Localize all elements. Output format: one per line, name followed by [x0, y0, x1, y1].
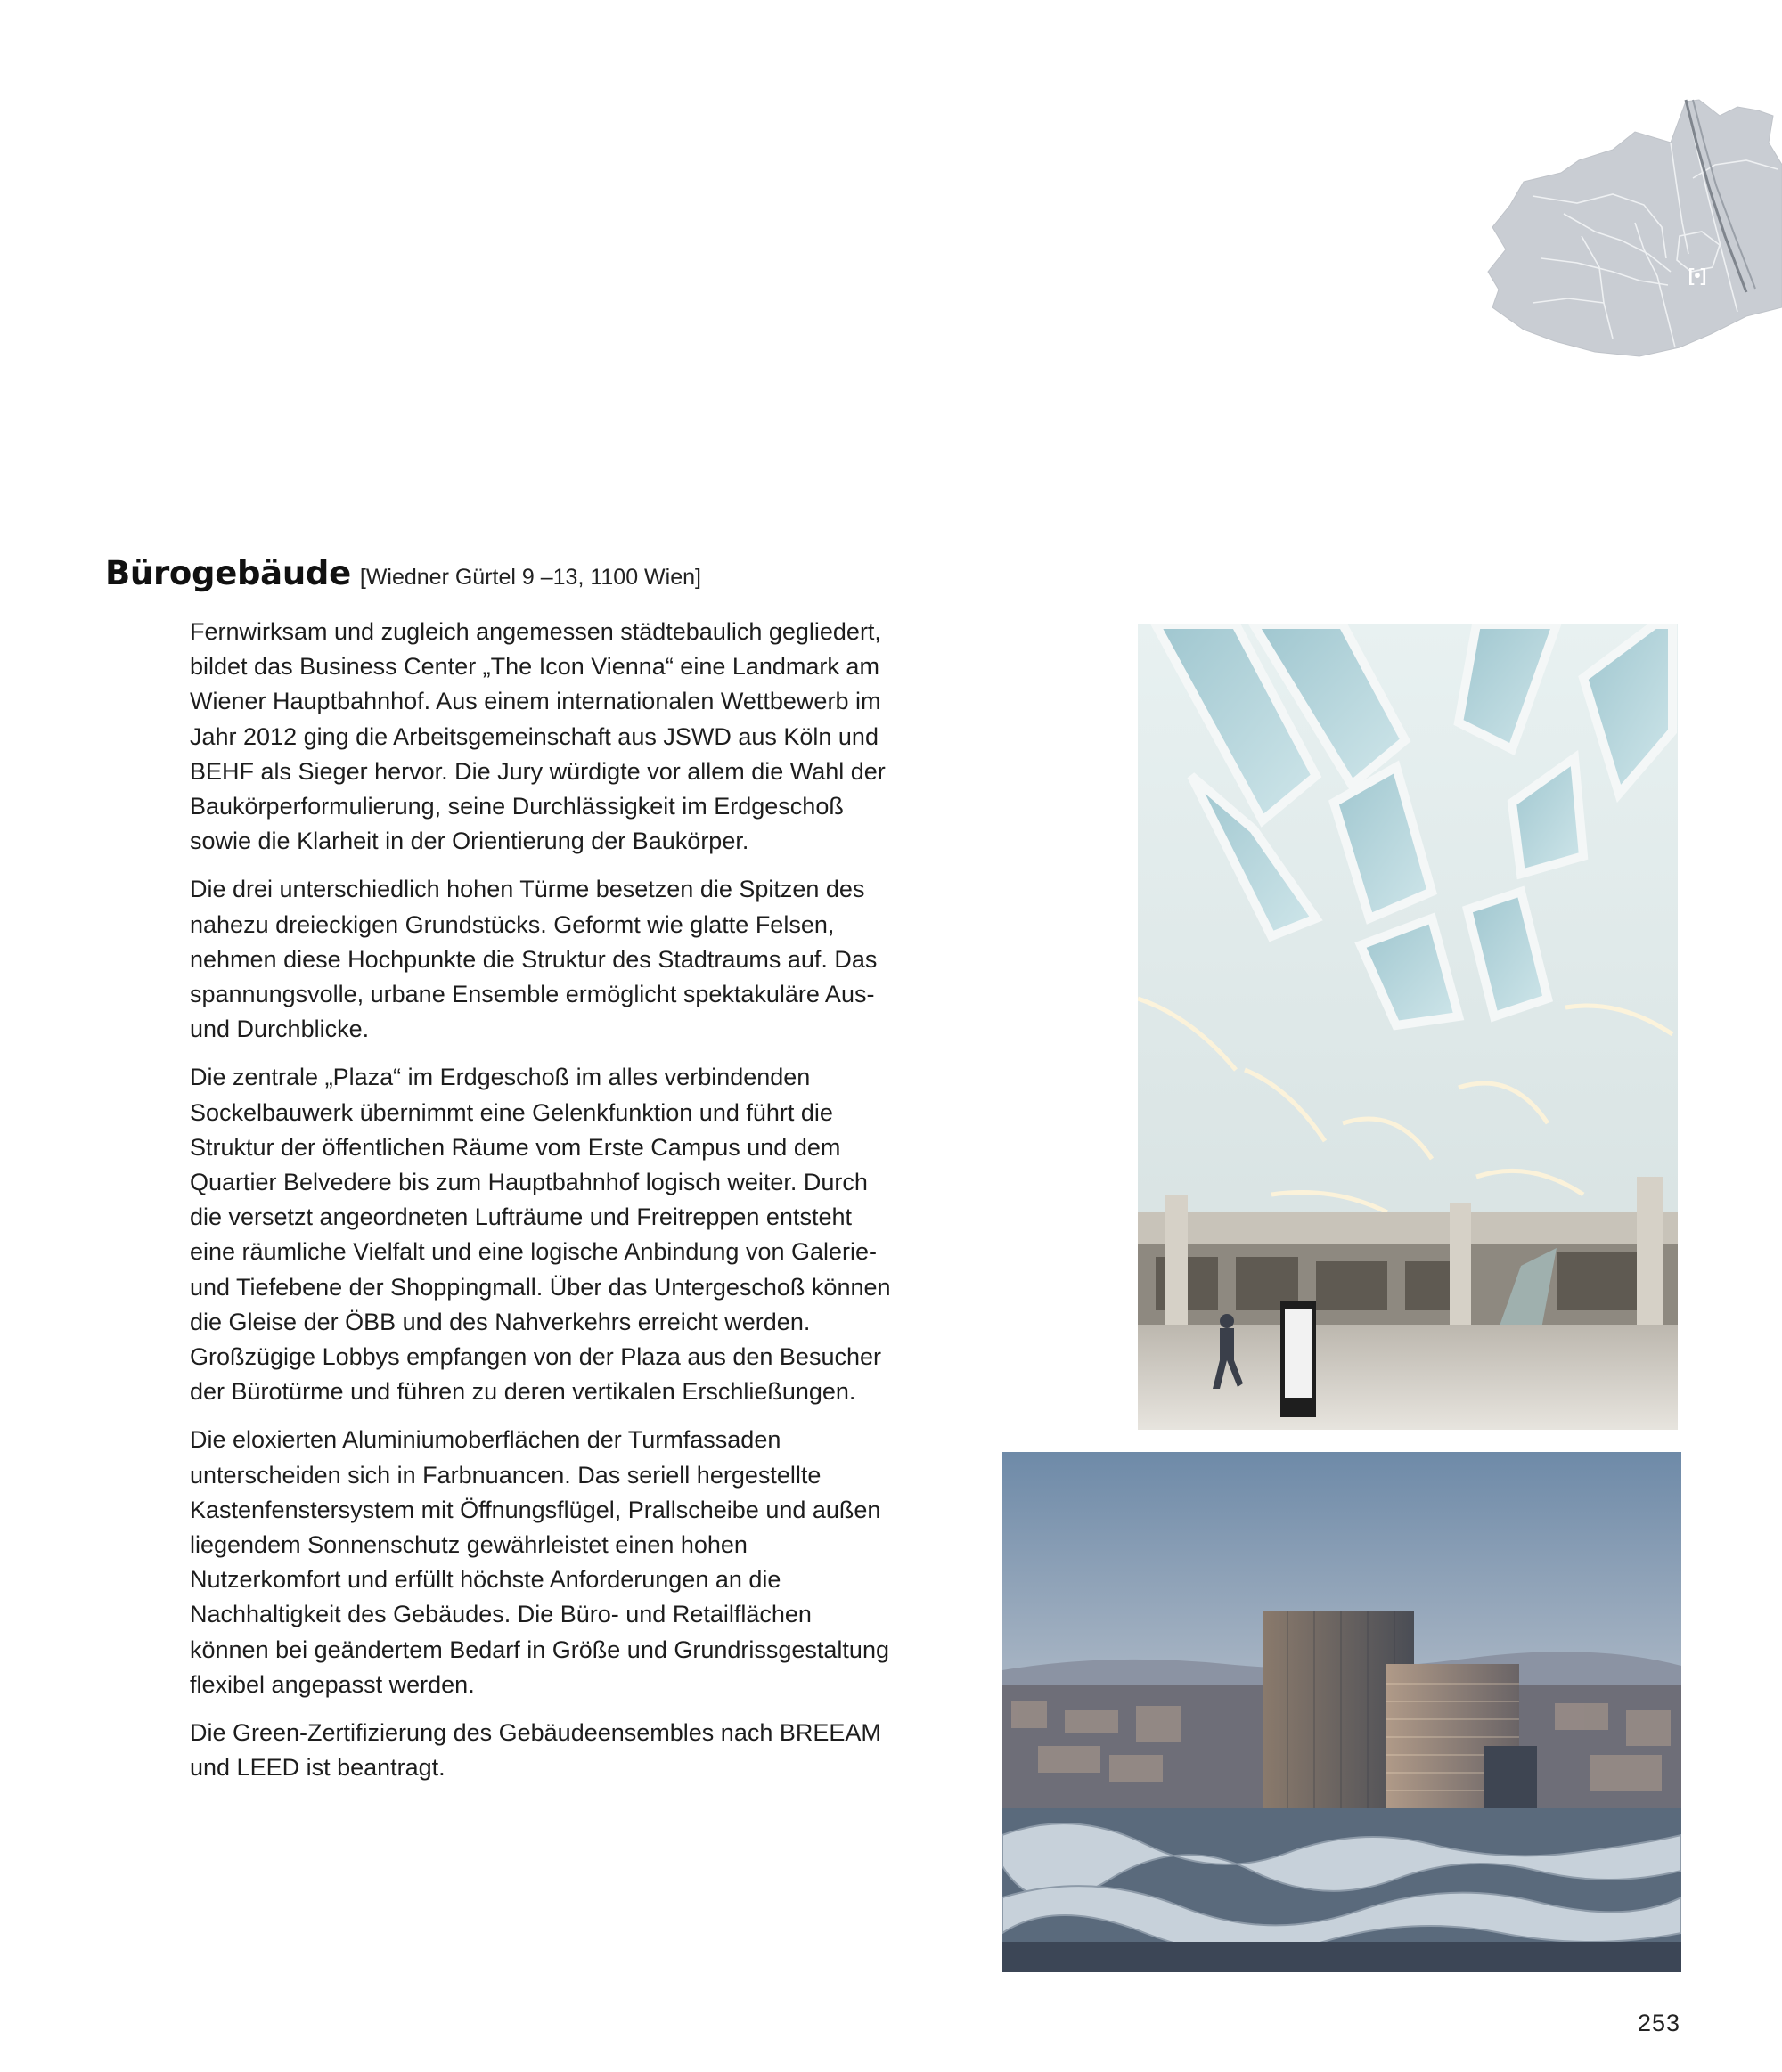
paragraph: Die Green-Zertifizierung des Gebäudeensembles nach BREEAM und LEED ist beantragt. — [190, 1719, 881, 1782]
atrium-photo — [1138, 624, 1678, 1430]
exterior-photo — [1002, 1452, 1681, 1972]
page-number: 253 — [1638, 2010, 1681, 2036]
address-label: [Wiedner Gürtel 9 –13, 1100 Wien] — [359, 565, 701, 590]
paragraph: Die eloxierten Aluminiumoberflächen der Turmfassaden unterscheiden sich in Farbnuancen. Das seriell hergestellte Kastenfenstersystem mit Öffnungsflügel, Prallscheibe und außen liegendem Sonnenschutz gewährleistet einen hohen Nutzerkomfort und erfüllt höchste Anforderungen an die Nachhaltigkeit des Gebäudes. Die Büro- und Retailflächen können bei geändertem Bedarf in Größe und Grundrissgestaltung flexibel angepasst werden. — [190, 1426, 889, 1698]
vienna-map-graphic — [1479, 89, 1782, 365]
article-body — [190, 615, 894, 1799]
paragraph: Fernwirksam und zugleich angemessen städtebaulich gegliedert, bildet das Business Center „The Icon Vienna“ eine Landmark am Wiener Hauptbahnhof. Aus einem internationalen Wettbewerb im Jahr 2012 ging die Arbeitsgemeinschaft aus JSWD aus Köln und BEHF als Sieger hervor. Die Jury würdigte vor allem die Wahl der Baukörperformulierung, seine Durchlässigkeit im Erdgeschoß sowie die Klarheit in der Orientierung der Baukörper. — [190, 618, 886, 855]
paragraph: Die zentrale „Plaza“ im Erdgeschoß im alles verbindenden Sockelbauwerk übernimmt eine Gelenkfunktion und führt die Struktur der öffentlichen Räume vom Erste Campus und dem Quartier Belvedere bis zum Hauptbahnhof logisch weiter. Durch die versetzt angeordneten Lufträume und Freitreppen entsteht eine räumliche Vielfalt und eine logische Anbindung von Galerie- und Tiefebene der Shoppingmall. Über das Untergeschoß können die Gleise der ÖBB und des Nahverkehrs erreicht werden. Großzügige Lobbys empfangen von der Plaza aus den Besucher der Bürotürme und führen zu deren vertikalen Erschließungen. — [190, 1064, 891, 1406]
vienna-map-shape — [1488, 100, 1782, 356]
vienna-locator-map — [1479, 89, 1782, 365]
map-location-marker: [•] — [1688, 266, 1707, 286]
paragraph: Die drei unterschiedlich hohen Türme besetzen die Spitzen des nahezu dreieckigen Grundstücks. Geformt wie glatte Felsen, nehmen diese Hochpunkte die Struktur des Stadtraums auf. Das spannungsvolle, urbane Ensemble ermöglicht spektakuläre Aus- und Durchblicke. — [190, 876, 878, 1043]
heading-line — [105, 554, 701, 592]
page-title: Bürogebäude — [105, 554, 351, 592]
